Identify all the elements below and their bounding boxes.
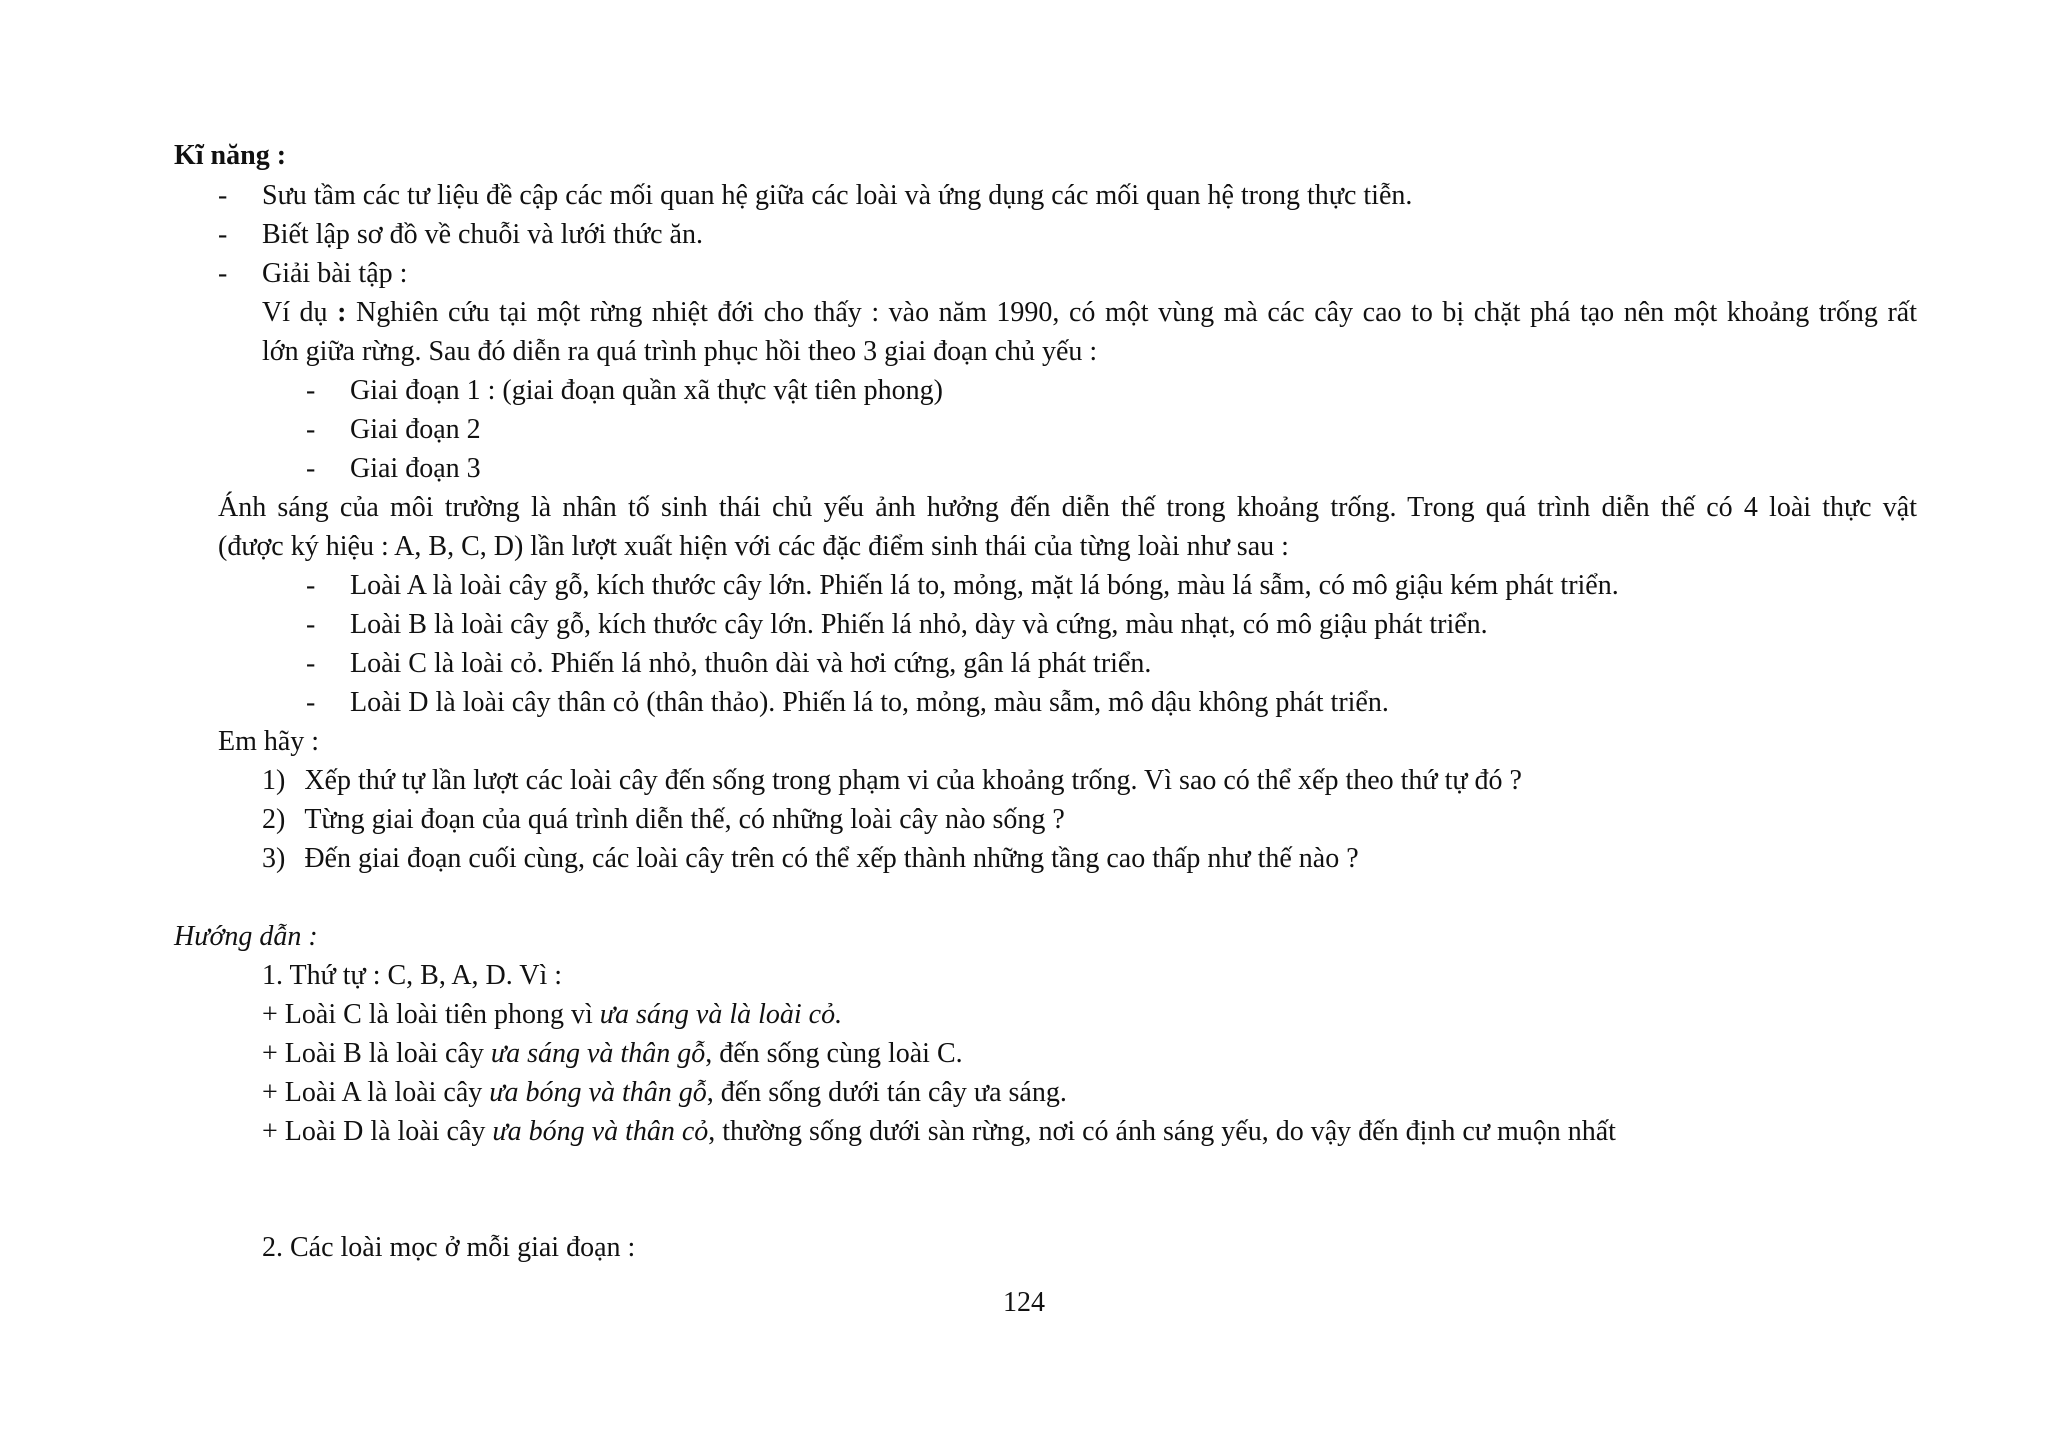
task-intro: Em hãy : xyxy=(218,726,320,757)
skills-heading: Kĩ năng : xyxy=(174,140,287,171)
species-item-b: - Loài B là loài cây gỗ, kích thước cây lớn. Phiến lá nhỏ, dày và cứng, màu nhạt, có mô giậu phát triển. xyxy=(350,607,1488,643)
skill-item-2: - Biết lập sơ đồ về chuỗi và lưới thức ăn. xyxy=(262,217,703,253)
bullet-dash: - xyxy=(218,219,228,250)
bullet-dash: - xyxy=(306,375,316,406)
species-item-d: - Loài D là loài cây thân cỏ (thân thảo). Phiến lá to, mỏng, màu sẫm, mô dậu không phát triển. xyxy=(350,685,1389,721)
example-label: Ví dụ xyxy=(262,297,338,328)
bullet-dash: - xyxy=(218,258,228,289)
question-2: 2) Từng giai đoạn của quá trình diễn thế, có những loài cây nào sống ? xyxy=(262,804,1065,835)
light-line-2: (được ký hiệu : A, B, C, D) lần lượt xuất hiện với các đặc điểm sinh thái của từng loài như sau : xyxy=(218,531,1289,562)
guide-heading: Hướng dẫn : xyxy=(174,921,318,952)
bullet-dash: - xyxy=(218,180,228,211)
guide-reason-c: + Loài C là loài tiên phong vì ưa sáng và là loài cỏ. xyxy=(262,999,843,1030)
guide-reason-b: + Loài B là loài cây ưa sáng và thân gỗ, đến sống cùng loài C. xyxy=(262,1038,963,1069)
bullet-dash: - xyxy=(306,414,316,445)
example-line-1: Ví dụ : Nghiên cứu tại một rừng nhiệt đới cho thấy : vào năm 1990, có một vùng mà các cây cao to bị chặt phá tạo nên một khoảng trống rất xyxy=(262,297,1918,328)
question-number: 3) xyxy=(262,843,286,874)
guide-order: 1. Thứ tự : C, B, A, D. Vì : xyxy=(262,960,563,991)
example-colon: : xyxy=(337,297,347,328)
page-number: 124 xyxy=(1003,1287,1045,1318)
question-number: 2) xyxy=(262,804,286,835)
light-line-1: Ánh sáng của môi trường là nhân tố sinh thái chủ yếu ảnh hưởng đến diễn thế trong khoảng trống. Trong quá trình diễn thế có 4 loài thực vật xyxy=(218,492,1917,523)
bullet-dash: - xyxy=(306,687,316,718)
stage-item-1: - Giai đoạn 1 : (giai đoạn quần xã thực vật tiên phong) xyxy=(350,373,943,409)
skill-item-1: - Sưu tầm các tư liệu đề cập các mối quan hệ giữa các loài và ứng dụng các mối quan hệ trong thực tiễn. xyxy=(262,178,1412,214)
species-item-a: - Loài A là loài cây gỗ, kích thước cây lớn. Phiến lá to, mỏng, mặt lá bóng, màu lá sẫm, có mô giậu kém phát triển. xyxy=(350,568,1619,604)
example-line-2: lớn giữa rừng. Sau đó diễn ra quá trình phục hồi theo 3 giai đoạn chủ yếu : xyxy=(262,336,1098,367)
guide-reason-a: + Loài A là loài cây ưa bóng và thân gỗ, đến sống dưới tán cây ưa sáng. xyxy=(262,1077,1067,1108)
stage-item-2: - Giai đoạn 2 xyxy=(350,412,481,448)
stage-item-3: - Giai đoạn 3 xyxy=(350,451,481,487)
species-item-c: - Loài C là loài cỏ. Phiến lá nhỏ, thuôn dài và hơi cứng, gân lá phát triển. xyxy=(350,646,1151,682)
bullet-dash: - xyxy=(306,648,316,679)
guide-stages-heading: 2. Các loài mọc ở mỗi giai đoạn : xyxy=(262,1232,636,1263)
question-number: 1) xyxy=(262,765,286,796)
bullet-dash: - xyxy=(306,453,316,484)
question-1: 1) Xếp thứ tự lần lượt các loài cây đến sống trong phạm vi của khoảng trống. Vì sao có thể xếp theo thứ tự đó ? xyxy=(262,765,1522,796)
skill-item-3: - Giải bài tập : xyxy=(262,256,407,292)
guide-reason-d: + Loài D là loài cây ưa bóng và thân cỏ, thường sống dưới sàn rừng, nơi có ánh sáng yếu, do vậy đến định cư muộn nhất xyxy=(262,1116,1616,1147)
bullet-dash: - xyxy=(306,570,316,601)
question-3: 3) Đến giai đoạn cuối cùng, các loài cây trên có thể xếp thành những tầng cao thấp như thế nào ? xyxy=(262,843,1359,874)
bullet-dash: - xyxy=(306,609,316,640)
